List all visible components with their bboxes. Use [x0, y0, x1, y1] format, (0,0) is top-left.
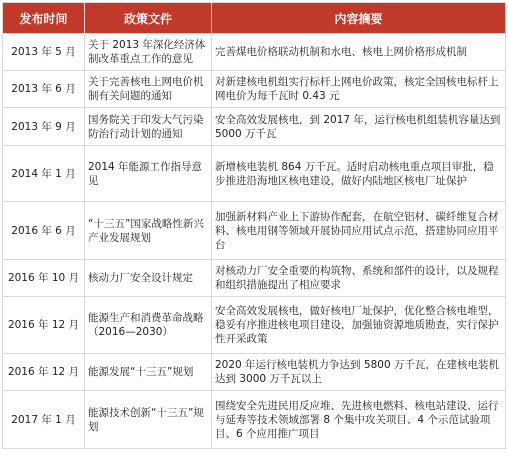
cell-date: 2014 年 1 月 — [3, 146, 85, 202]
cell-summary: 对核动力厂安全重要的构筑物、系统和部件的设计，以及规程和组织措施提出了相应要求 — [212, 260, 506, 297]
cell-doc: 能源发展“十三五”规划 — [85, 354, 212, 391]
cell-date: 2013 年 6 月 — [3, 71, 85, 108]
table-row — [3, 34, 506, 71]
cell-date: 2013 年 9 月 — [3, 108, 85, 146]
header-summary: 内容摘要 — [212, 3, 506, 34]
cell-summary: 围绕安全先进民用反应堆、先进核电燃料、核电站建设、运行与延寿等技术领域部署 8 个集中攻关项目、4 个示范试验项目、6 个应用推广项目 — [212, 391, 506, 449]
table-row — [3, 354, 506, 391]
cell-doc: 国务院关于印发大气污染防治行动计划的通知 — [85, 108, 212, 146]
cell-date: 2016 年 6 月 — [3, 202, 85, 260]
policy-table — [2, 2, 506, 449]
cell-summary: 完善煤电价格联动机制和水电、核电上网价格形成机制 — [212, 34, 506, 71]
cell-doc: 能源生产和消费革命战略（2016—2030） — [85, 297, 212, 354]
table-row — [3, 146, 506, 202]
table-row — [3, 71, 506, 108]
cell-date: 2013 年 5 月 — [3, 34, 85, 71]
cell-doc: 关于完善核电上网电价机制有关问题的通知 — [85, 71, 212, 108]
table-row — [3, 391, 506, 449]
table-row — [3, 202, 506, 260]
cell-date: 2016 年 12 月 — [3, 354, 85, 391]
cell-summary: 对新建核电机组实行标杆上网电价政策，核定全国核电标杆上网电价为每千瓦时 0.43 元 — [212, 71, 506, 108]
cell-date: 2017 年 1 月 — [3, 391, 85, 449]
cell-doc: 关于 2013 年深化经济体制改革重点工作的意见 — [85, 34, 212, 71]
cell-doc: “十三五”国家战略性新兴产业发展规划 — [85, 202, 212, 260]
cell-doc: 能源技术创新“十三五”规划 — [85, 391, 212, 449]
cell-summary: 加强新材料产业上下游协作配套，在航空铝材、碳纤维复合材料、核电用钢等领域开展协同应用试点示范，搭建协同应用平台 — [212, 202, 506, 260]
cell-doc: 2014 年能源工作指导意见 — [85, 146, 212, 202]
cell-summary: 安全高效发展核电，到 2017 年，运行核电机组装机容量达到 5000 万千瓦 — [212, 108, 506, 146]
table-body — [3, 34, 506, 449]
header-doc: 政策文件 — [85, 3, 212, 34]
cell-summary: 新增核电装机 864 万千瓦。适时启动核电重点项目审批，稳步推进沿海地区核电建设，做好内陆地区核电厂址保护 — [212, 146, 506, 202]
cell-date: 2016 年 10 月 — [3, 260, 85, 297]
header-row — [3, 3, 506, 34]
header-date: 发布时间 — [3, 3, 85, 34]
cell-summary: 2020 年运行核电装机力争达到 5800 万千瓦，在建核电装机达到 3000 万千瓦以上 — [212, 354, 506, 391]
table-row — [3, 297, 506, 354]
policy-table-container — [2, 2, 505, 449]
table-header — [3, 3, 506, 34]
cell-doc: 核动力厂安全设计规定 — [85, 260, 212, 297]
table-row — [3, 260, 506, 297]
cell-date: 2016 年 12 月 — [3, 297, 85, 354]
cell-summary: 安全高效发展核电，做好核电厂址保护，优化整合核电堆型，稳妥有序推进核电项目建设，加强铀资源地质勘查，实行保护性开采政策 — [212, 297, 506, 354]
table-row — [3, 108, 506, 146]
